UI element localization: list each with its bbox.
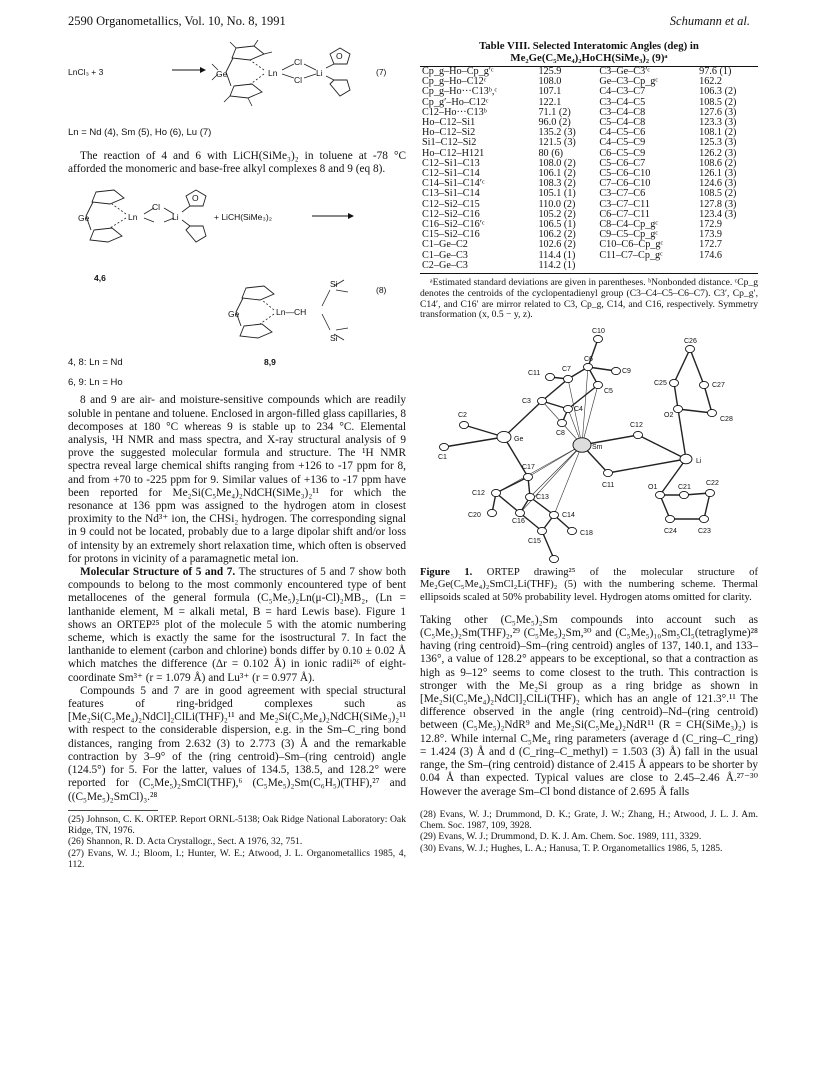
atom-c16-ellipse xyxy=(516,510,525,517)
footnote-25: (25) Johnson, C. K. ORTEP. Report ORNL-5138; Oak Ridge National Laboratory: Oak Ridge, TN, 1976. xyxy=(68,813,406,836)
scheme8-product-ge-label: Ge xyxy=(228,309,240,320)
footnote-29: (29) Evans, W. J.; Drummond, D. K. J. Am. Chem. Soc. 1989, 111, 3329. xyxy=(420,831,702,843)
angle-name-left: Ho–C12–Si1 xyxy=(422,117,476,129)
atom-c16-label: C16 xyxy=(512,518,525,526)
angle-name-left: C12–Si1–C13 xyxy=(422,157,480,169)
atom-c24-label: C24 xyxy=(664,528,677,536)
angle-name-left: Cp_g–Ho–Cp_g′ᶜ xyxy=(422,66,494,77)
atom-o2-ellipse xyxy=(674,406,683,413)
atom-c11-label: C11 xyxy=(528,370,541,378)
scheme7-li-label: Li xyxy=(316,68,323,78)
atom-c20-ellipse xyxy=(488,510,497,517)
bond-line xyxy=(678,409,686,459)
scheme7-cl2-label: Cl xyxy=(294,75,303,85)
angle-value-right: 108.5 (2) xyxy=(699,188,737,200)
atom-c4-ellipse xyxy=(564,406,573,413)
atom-c7-label: C7 xyxy=(562,366,571,374)
atom-li-ellipse xyxy=(680,454,692,464)
atom-c22-label: C22 xyxy=(706,480,719,488)
angle-value-left: 108.0 (2) xyxy=(538,157,576,169)
angle-value-left: 108.3 (2) xyxy=(538,178,576,190)
angle-value-left: 107.1 xyxy=(538,86,562,98)
scheme8-cl-label: Cl xyxy=(152,202,161,213)
angle-name-right: C4–C5–C6 xyxy=(599,127,646,139)
atom-c6-label: C6 xyxy=(584,356,593,364)
scheme8-eqnum: (8) xyxy=(376,285,387,296)
angle-value-right: 125.3 (3) xyxy=(699,137,737,149)
angle-name-right xyxy=(597,261,697,271)
angle-name-right: C5–C6–C10 xyxy=(599,168,651,180)
atom-c22-ellipse xyxy=(706,490,715,497)
atom-c23-ellipse xyxy=(700,516,709,523)
scheme8-legend-2: 6, 9: Ln = Ho xyxy=(68,377,123,389)
bond-line xyxy=(496,493,520,513)
angle-name-left: C1–Ge–C2 xyxy=(422,239,468,251)
atom-c20-label: C20 xyxy=(468,512,481,520)
scheme8-legend-1: 4, 8: Ln = Nd xyxy=(68,357,123,369)
angle-value-right: 172.9 xyxy=(699,219,723,231)
atom-c8-ellipse xyxy=(558,420,567,427)
atom-c3-label: C3 xyxy=(522,398,531,406)
angle-name-right: C3–C4–C5 xyxy=(599,96,646,108)
atom-c9-ellipse xyxy=(612,368,621,375)
atom-c23-label: C23 xyxy=(698,528,711,536)
angle-value-right: 106.3 (2) xyxy=(699,86,737,98)
bond-line xyxy=(542,379,568,401)
bond-line xyxy=(608,459,686,473)
angle-value-right: 126.1 (3) xyxy=(699,168,737,180)
atom-c26-label: C26 xyxy=(684,338,697,346)
scheme8-li-label: Li xyxy=(172,212,179,223)
angle-value-left: 96.0 (2) xyxy=(538,117,571,129)
angle-value-left: 135.2 (3) xyxy=(538,127,576,139)
atom-c1-label: C1 xyxy=(438,454,447,462)
angle-name-right: C9–C5–Cp_gᶜ xyxy=(599,229,658,241)
angle-value-left: 106.5 (1) xyxy=(538,219,576,231)
atom-o1-label: O1 xyxy=(648,484,658,492)
angle-name-left: Cp_g′–Ho–C12ᶜ xyxy=(422,96,489,108)
table-title-line2: Me₂Ge(C₅Me₄)₂HoCH(SiMe₃)₂ (9)ᵃ xyxy=(510,52,668,64)
atom-c6-ellipse xyxy=(584,364,593,371)
atom-c8-label: C8 xyxy=(556,430,565,438)
scheme7-ln-label: Ln xyxy=(268,68,278,78)
paragraph-properties: 8 and 9 are air- and moisture-sensitive compounds which are readily soluble in pentane and toluene. Enclosed in argon-filled glass capillaries, 8 decomposes at 180 °C whereas 9 is stable up to 234 °C. Elemental analysis, ¹H NMR and mass spectra, and X-ray structural analysis of 9 prove the suggested molecular formula and structure. The ¹H NMR spectra reveal large chemical shifts ranging from +126 to -17 ppm for 8, and from +70 to -225 ppm for 9. Similar values of +136 to -17 ppm have been reported for Me₂Si(C₅Me₄)₂NdCH(SiMe₃)₂¹¹ for which the resonance at 136 ppm was assigned to the hydrogen atom in closest proximity to the Nd³⁺ ion, the CHSi₂ hydrogen. The corresponding signal in 9 could not be located, probably due to a large dipolar shift and/or loss of intensity by an extremely short relaxation time, which often is observed for protons in vicinity of a paramagnetic metal ion. xyxy=(68,394,406,565)
sm-ring-bond-line xyxy=(496,445,582,493)
angle-name-left: Cp_g–Ho···C13ᵇ,ᶜ xyxy=(422,86,498,98)
angle-name-left: C12–Si2–C15 xyxy=(422,198,480,210)
angle-value-left: 106.1 (2) xyxy=(538,168,576,180)
atom-c11b-ellipse xyxy=(604,470,613,477)
atom-c3-ellipse xyxy=(538,398,547,405)
scheme8-ge-label: Ge xyxy=(78,213,90,224)
bond-line xyxy=(504,437,528,477)
scheme8-product-ln-label: Ln—CH xyxy=(276,307,307,318)
paragraph-angle-discussion: Taking other (C₅Me₅)₂Sm compounds into account such as (C₅Me₅)₂Sm(THF)₂,²⁹ (C₅Me₅)₂Sm,³⁰ and (C₅Me₅)₁₀Sm₅Cl₅(tetraglyme)²⁸ having (ring centroid)–Sm–(ring centroid) angles of 137, 140.1, and 133–136°, a value of 128.2° appears to be exceptional, so that a contraction as high as 9–12° seems to come closest to the truth. This contraction is stronger with the Me₂Si group as a ring bridge as shown in [Me₂Si(C₅Me₄)₂NdCl]₂ClLi(THF)₂ which has an angle of 121.3°.¹¹ The difference observed in the angle (ring centroid)–Nd–(ring centroid) between (C₅Me₅)₂NdR⁹ and Me₂Si(C₅Me₄)₂NdR¹¹ (R = CH(SiMe₃)₂) is 12.8°. While internal C₅Me₄ ring parameters (average d (C_ring–C_ring) = 1.424 (3) Å and d (C_ring–C_methyl) = 1.503 (3) Å) fall in the usual range, the Sm–(ring centroid) distance of 2.415 Å appears to be shorter by 0.04 Å than expected. Typical values are close to 2.45–2.46 Å.²⁷⁻³⁰ However the average Sm–Cl bond distance of 2.695 Å falls xyxy=(420,613,758,798)
angle-name-left: C16–Si2–C16′ᶜ xyxy=(422,219,485,231)
angle-value-left: 108.0 xyxy=(538,76,562,88)
angle-name-right: C6–C7–C11 xyxy=(599,208,650,220)
atom-c25-label: C25 xyxy=(654,380,667,388)
atom-c21-label: C21 xyxy=(678,484,691,492)
atom-c7-ellipse xyxy=(564,376,573,383)
angle-name-right: C3–C7–C6 xyxy=(599,188,646,200)
angle-value-left: 71.1 (2) xyxy=(538,106,571,118)
scheme-eq8 xyxy=(68,180,406,388)
scheme7-ge-label: Ge xyxy=(216,69,228,79)
table-title-line1: Table VIII. Selected Interatomic Angles (deg) in xyxy=(479,40,699,52)
bond-line xyxy=(444,437,504,447)
atom-c10-label: C10 xyxy=(592,328,605,336)
atom-c10-ellipse xyxy=(594,336,603,343)
angle-value-left: 102.6 (2) xyxy=(538,239,576,251)
atom-c24-ellipse xyxy=(666,516,675,523)
angle-name-right: C6–C5–C9 xyxy=(599,147,646,159)
angle-value-left: 105.1 (1) xyxy=(538,188,576,200)
atom-c21-ellipse xyxy=(680,492,689,499)
angle-name-right: C10–C6–Cp_gᶜ xyxy=(599,239,664,251)
footnote-divider-left xyxy=(68,810,158,811)
left-column xyxy=(68,40,406,872)
atom-c12-ellipse xyxy=(492,490,501,497)
footnote-28: (28) Evans, W. J.; Drummond, D. K.; Grate, J. W.; Zhang, H.; Atwood, J. L. J. Am. Chem. Soc. 1987, 109, 3928. xyxy=(420,808,758,831)
atom-ge-label: Ge xyxy=(514,436,524,444)
atom-c5-label: C5 xyxy=(604,388,613,396)
angle-value-left: 80 (6) xyxy=(538,147,564,159)
ortep-drawing xyxy=(420,327,758,567)
atom-c25-ellipse xyxy=(670,380,679,387)
angle-value-left: 110.0 (2) xyxy=(538,198,576,210)
atom-c12-label: C12 xyxy=(472,490,485,498)
angle-name-left: C13–Si1–C14 xyxy=(422,188,480,200)
bond-line xyxy=(504,401,542,437)
atom-c2-ellipse xyxy=(460,422,469,429)
scheme8-reagent: + LiCH(SiMe₃)₂ xyxy=(214,212,273,223)
angle-name-right: C3–C4–C8 xyxy=(599,106,646,118)
angle-name-left: C12–Si2–C16 xyxy=(422,208,480,220)
angle-name-right: Ge–C3–Cp_gᶜ xyxy=(599,76,658,88)
angle-value-right: 126.2 (3) xyxy=(699,147,737,159)
figure-caption-text: ORTEP drawing²⁵ of the molecular structure of Me₂Ge(C₅Me₄)₂SmCl₂Li(THF)₂ (5) with the numbering scheme. Thermal ellipsoids scaled at 50% probability level. Hydrogen atoms omitted for clarity. xyxy=(420,567,758,603)
footnotes-right xyxy=(420,810,758,855)
atom-c5-ellipse xyxy=(594,382,603,389)
scheme-eq7 xyxy=(68,40,406,150)
bond-line xyxy=(704,385,712,413)
atom-c12b-label: C12 xyxy=(630,422,643,430)
bond-line xyxy=(674,349,690,383)
angle-value-right: 127.6 (3) xyxy=(699,106,737,118)
right-column xyxy=(420,40,758,856)
angle-value-right: 174.6 xyxy=(699,249,723,261)
scheme8-label-89: 8,9 xyxy=(264,357,276,368)
angle-value-left: 114.4 (1) xyxy=(538,249,576,261)
angle-name-left: C12–Si1–C14 xyxy=(422,168,480,180)
scheme7-reactant: LnCl₃ + 3 xyxy=(68,67,104,77)
table-row xyxy=(420,251,758,261)
atom-c28-label: C28 xyxy=(720,416,733,424)
scheme8-o-label: O xyxy=(192,193,199,204)
atom-sm-label: Sm xyxy=(592,444,603,452)
angle-value-left: 121.5 (3) xyxy=(538,137,576,149)
scheme7-o-label: O xyxy=(336,51,343,61)
sm-ring-bond-line xyxy=(554,445,582,515)
footnote-30: (30) Evans, W. J.; Hughes, L. A.; Hanusa, T. P. Organometallics 1986, 5, 1285. xyxy=(420,843,723,855)
bond-line xyxy=(638,435,686,459)
atom-c1-ellipse xyxy=(440,444,449,451)
angle-value-left: 114.2 (1) xyxy=(538,259,576,271)
scheme8-label-46: 4,6 xyxy=(94,273,106,284)
footnote-26: (26) Shannon, R. D. Acta Crystallogr., Sect. A 1976, 32, 751. xyxy=(68,836,303,848)
bond-line xyxy=(678,409,712,413)
angle-value-left: 106.2 (2) xyxy=(538,229,576,241)
scheme8-si1-label: Si xyxy=(330,279,338,290)
angle-name-left: C14–Si1–C14′ᶜ xyxy=(422,178,485,190)
atom-c15-label: C15 xyxy=(528,538,541,546)
footnotes-left xyxy=(68,815,406,871)
paragraph-intro-eq8: The reaction of 4 and 6 with LiCH(SiMe₃)₂ in toluene at -78 °C afforded the monomeric and base-free alkyl complexes 8 and 9 (eq 8). xyxy=(68,150,406,176)
paragraph-molecular-structure xyxy=(68,566,406,685)
angle-value-right: 108.5 (2) xyxy=(699,96,737,108)
bond-line xyxy=(542,531,554,559)
angle-value-left: 125.9 xyxy=(538,66,562,77)
angle-value-right: 97.6 (1) xyxy=(699,66,732,77)
angle-name-right: C4–C5–C9 xyxy=(599,137,646,149)
angle-name-right: C5–C6–C7 xyxy=(599,157,646,169)
figure-caption xyxy=(420,567,758,604)
table-bottom-rule xyxy=(420,273,758,274)
angle-value-right: 123.3 (3) xyxy=(699,117,737,129)
section-heading-molecular-structure: Molecular Structure of 5 and 7. xyxy=(80,566,236,579)
atom-c9-label: C9 xyxy=(622,368,631,376)
atom-c14-label: C14 xyxy=(562,512,575,520)
angle-value-right: 123.4 (3) xyxy=(699,208,737,220)
running-header-right: Schumann et al. xyxy=(669,14,750,28)
angle-value-right: 124.6 (3) xyxy=(699,178,737,190)
angle-name-right: C7–C6–C10 xyxy=(599,178,651,190)
table-footnote: ᵃEstimated standard deviations are given in parentheses. ᵇNonbonded distance. ᶜCp_g denotes the centroids of the cyclopentadienyl group (C3–C4–C5–C6–C7). C3′, Cp_g′, C14′, and C16′ are mirror related to C3, Cp_g, C14, and C16, respectively. Symmetry transformation (x, 0.5 − y, z). xyxy=(420,277,758,321)
atom-c2-label: C2 xyxy=(458,412,467,420)
scheme7-cl1-label: Cl xyxy=(294,57,303,67)
atom-c4-label: C4 xyxy=(574,406,583,414)
table-viii xyxy=(420,40,758,321)
atom-c19-ellipse xyxy=(550,556,559,563)
atom-c26-ellipse xyxy=(686,346,695,353)
footnote-27: (27) Evans, W. J.; Bloom, I.; Hunter, W. E.; Atwood, J. L. Organometallics 1985, 4, 112. xyxy=(68,848,406,870)
scheme8-si2-label: Si xyxy=(330,333,338,344)
atom-c13-ellipse xyxy=(526,494,535,501)
angle-value-right: 172.7 xyxy=(699,239,723,251)
angle-name-right: C8–C4–Cp_gᶜ xyxy=(599,219,658,231)
atom-c28-ellipse xyxy=(708,410,717,417)
atom-o2-label: O2 xyxy=(664,412,674,420)
atom-sm-ellipse xyxy=(573,438,591,452)
bond-line xyxy=(690,349,704,385)
bond-line xyxy=(568,385,598,409)
angle-name-right: C3–C7–C11 xyxy=(599,198,650,210)
atom-c18-ellipse xyxy=(568,528,577,535)
angle-table xyxy=(420,67,758,271)
angle-name-left: Cp_g–Ho–C12ᶜ xyxy=(422,76,487,88)
angle-name-right: C3–Ge–C3′ᶜ xyxy=(599,66,651,77)
atom-li-label: Li xyxy=(696,458,702,466)
atom-c27-ellipse xyxy=(700,382,709,389)
angle-value-right: 108.6 (2) xyxy=(699,157,737,169)
atom-c14-ellipse xyxy=(550,512,559,519)
scheme7-legend: Ln = Nd (4), Sm (5), Ho (6), Lu (7) xyxy=(68,127,212,138)
angle-name-left: C15–Si2–C16 xyxy=(422,229,480,241)
atom-c11b-label: C11 xyxy=(602,482,615,490)
running-header-left: 2590 Organometallics, Vol. 10, No. 8, 1991 xyxy=(68,14,286,28)
atom-o1-ellipse xyxy=(656,492,665,499)
angle-name-left: Ho–C12–Si2 xyxy=(422,127,476,139)
atom-c17-ellipse xyxy=(524,474,533,481)
angle-name-right: C11–C7–Cp_gᶜ xyxy=(599,249,663,261)
atom-c17-label: C17 xyxy=(522,464,535,472)
table-title xyxy=(420,40,758,64)
angle-name-right: C4–C3–C7 xyxy=(599,86,646,98)
angle-name-right: C5–C4–C8 xyxy=(599,117,646,129)
atom-c18-label: C18 xyxy=(580,530,593,538)
figure-1 xyxy=(420,327,758,567)
angle-value-right: 173.9 xyxy=(699,229,723,241)
angle-name-left: Ho–C12–H121 xyxy=(422,147,485,159)
figure-caption-label: Figure 1. xyxy=(420,567,473,579)
angle-value-right xyxy=(697,261,758,271)
scheme8-ln-label: Ln xyxy=(128,212,138,223)
angle-name-left: C2–Ge–C3 xyxy=(422,259,468,271)
paragraph-comparison: Compounds 5 and 7 are in good agreement with special structural features of ring-bridged complexes such as [Me₂Si(C₅Me₄)₂NdCl]₂ClLi(THF)₂¹¹ and Me₂Si(C₅Me₄)₂NdCH(SiMe₃)₂¹¹ with respect to the considerable dispersion, e.g. in the Sm–C_ring bond distances, ranging from 2.632 (3) to 2.773 (3) Å and the remarkable contraction by 3–9° of the (ring centroid)–Sm–(ring centroid) angle (124.5°) for 5. For the latter, values of 134.5, 138.5, and 128.2° were reported for (C₅Me₅)₂SmCl(THF),⁶ (C₅Me₅)₂Sm(C₆H₅)(THF),²⁷ and ((C₅Me₅)₂SmCl)₃.²⁸ xyxy=(68,684,406,803)
angle-value-left: 122.1 xyxy=(538,96,562,108)
atom-c12b-ellipse xyxy=(634,432,643,439)
angle-name-left: C1–Ge–C3 xyxy=(422,249,468,261)
angle-name-left: C12–Ho···C13ᵇ xyxy=(422,106,487,118)
atom-c15-ellipse xyxy=(538,528,547,535)
angle-value-left: 105.2 (2) xyxy=(538,208,576,220)
atom-c11-ellipse xyxy=(546,374,555,381)
angle-name-left: Si1–C12–Si2 xyxy=(422,137,477,149)
angle-value-right: 108.1 (2) xyxy=(699,127,737,139)
atom-c13-label: C13 xyxy=(536,494,549,502)
angle-value-right: 162.2 xyxy=(699,76,723,88)
angle-value-right: 127.8 (3) xyxy=(699,198,737,210)
paragraph-molecular-structure-text: The structures of 5 and 7 show both compounds to belong to the most commonly encountered type of bent metallocenes of the general formula (C₅Me₅)₂Ln(μ-Cl)₂MB₂, (Ln = lanthanide element, M = alkali metal, B = hard Lewis base). Figure 1 shows an ORTEP²⁵ plot of the molecule 5 with the atomic numbering scheme, which is exactly the same for the isostructural 7. In fact the lanthanide to element (carbon and chlorine) bonds differ by 0.10 ± 0.02 Å which matches the difference (Δr = 0.102 Å) in ionic radii²⁶ of eight-coordinate Sm³⁺ (r = 1.079 Å) and Lu³⁺ (r = 0.977 Å). xyxy=(68,566,406,684)
atom-c27-label: C27 xyxy=(712,382,725,390)
atom-ge-ellipse xyxy=(497,432,511,443)
table-row xyxy=(420,261,758,271)
scheme7-eqnum: (7) xyxy=(376,67,387,77)
